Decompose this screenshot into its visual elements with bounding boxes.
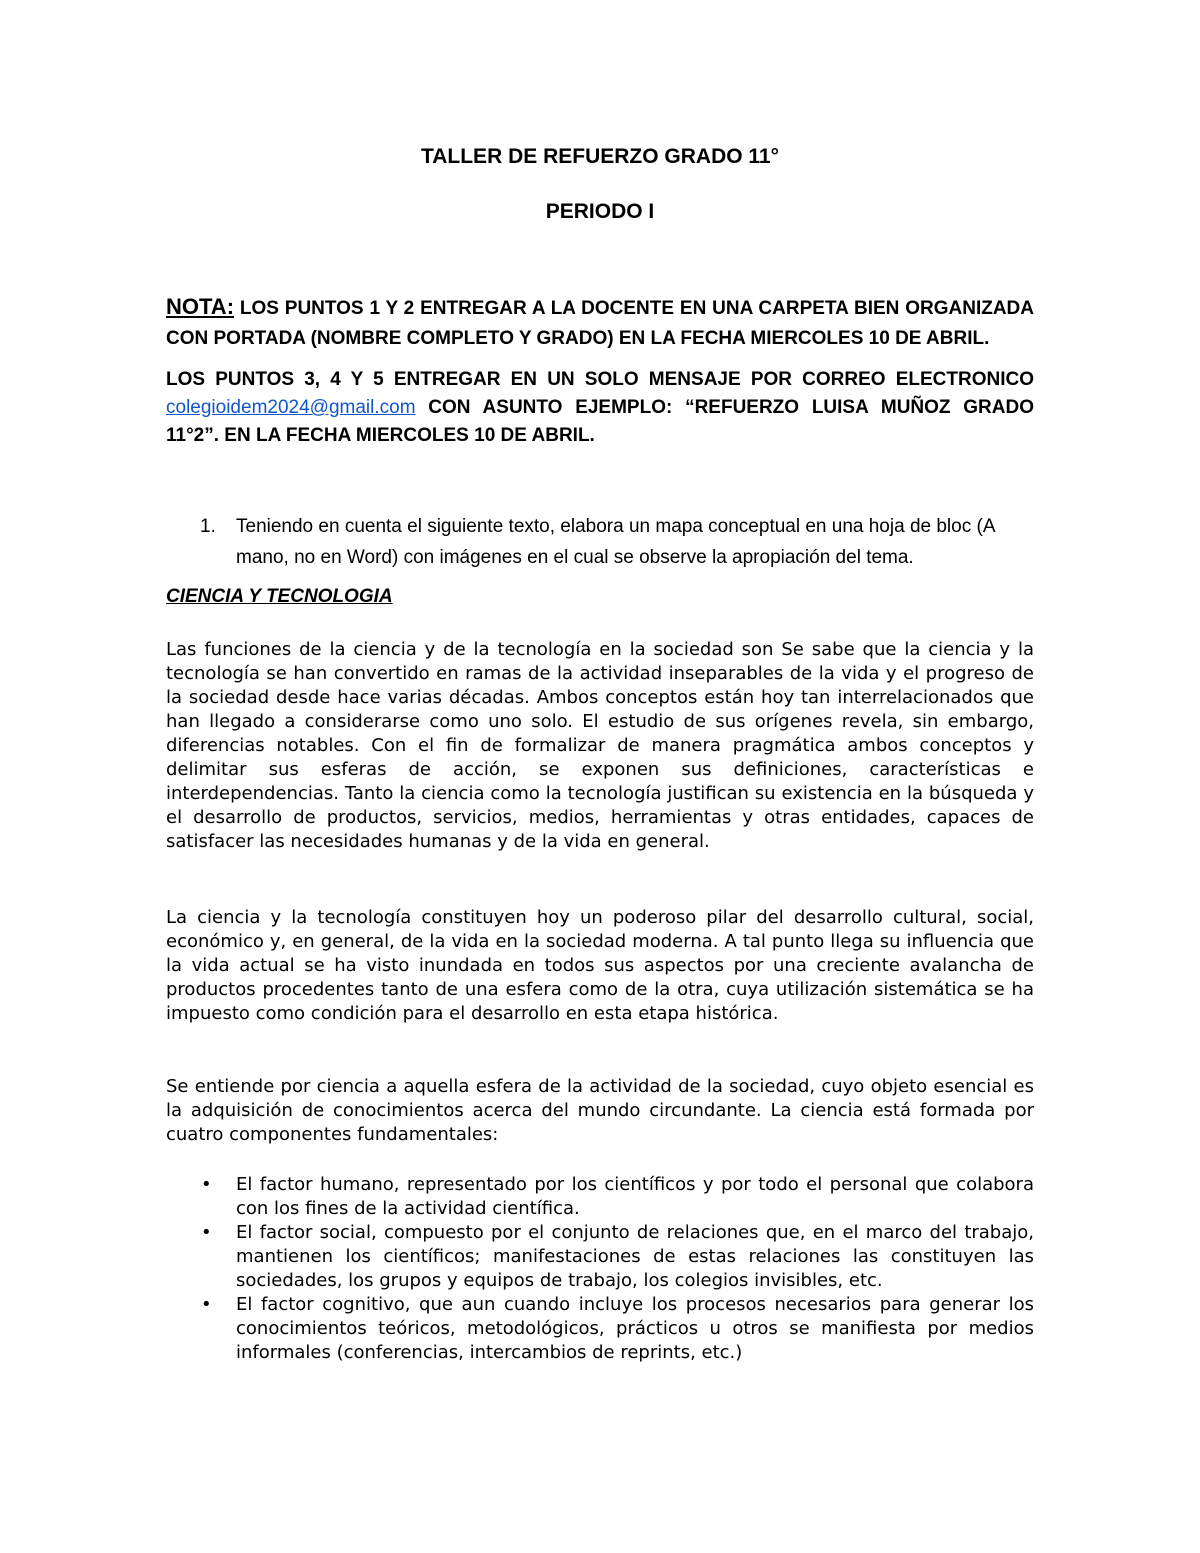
list-item-text: El factor social, compuesto por el conjunto de relaciones que, en el marco del trabajo, mantienen los científicos; manifestaciones de estas relaciones las constituyen las sociedades, los grupos y equipos de trabajo, los colegios invisibles, etc. xyxy=(236,1222,1034,1291)
list-item xyxy=(166,1293,1034,1365)
paragraph-1: Las funciones de la ciencia y de la tecnología en la sociedad son Se sabe que la ciencia y la tecnología se han convertido en ramas de la actividad inseparables de la vida y el progreso de la sociedad desde hace varias décadas. Ambos conceptos están hoy tan interrelacionados que han llegado a considerarse como uno solo. El estudio de sus orígenes revela, sin embargo, diferencias notables. Con el fin de formalizar de manera pragmática ambos conceptos y delimitar sus esferas de acción, se exponen sus definiciones, características e interdependencias. Tanto la ciencia como la tecnología justifican su existencia en la búsqueda y el desarrollo de productos, servicios, medios, herramientas y otras entidades, capaces de satisfacer las necesidades humanas y de la vida en general. xyxy=(166,639,1034,852)
paragraph-3: Se entiende por ciencia a aquella esfera de la actividad de la sociedad, cuyo objeto esencial es la adquisición de conocimientos acerca del mundo circundante. La ciencia está formada por cuatro componentes fundamentales: xyxy=(166,1076,1034,1145)
task-item xyxy=(166,511,1034,573)
bullet-icon: • xyxy=(201,1222,212,1243)
nota-text: LOS PUNTOS 1 Y 2 ENTREGAR A LA DOCENTE EN UNA CARPETA BIEN ORGANIZADA CON PORTADA (NOMBRE COMPLETO Y GRADO) EN LA FECHA MIERCOLES 10 DE ABRIL. xyxy=(166,298,1034,349)
list-item xyxy=(166,1173,1034,1221)
puntos-paragraph xyxy=(166,366,1034,450)
document-subtitle: PERIODO I xyxy=(545,200,655,223)
components-list xyxy=(166,1173,1034,1365)
list-item-text: El factor humano, representado por los científicos y por todo el personal que colabora con los fines de la actividad científica. xyxy=(236,1174,1034,1219)
task-text: Teniendo en cuenta el siguiente texto, elabora un mapa conceptual en una hoja de bloc (A mano, no en Word) con imágenes en el cual se observe la apropiación del tema. xyxy=(236,516,995,568)
puntos-text-after: CON ASUNTO EJEMPLO: “REFUERZO LUISA MUÑOZ GRADO 11°2”. EN LA FECHA MIERCOLES 10 DE ABRIL. xyxy=(166,397,1034,446)
puntos-text-before: LOS PUNTOS 3, 4 Y 5 ENTREGAR EN UN SOLO MENSAJE POR CORREO ELECTRONICO xyxy=(166,369,1034,390)
section-title: CIENCIA Y TECNOLOGIA xyxy=(166,586,393,607)
email-link[interactable]: colegioidem2024@gmail.com xyxy=(166,397,416,418)
document-title: TALLER DE REFUERZO GRADO 11° xyxy=(420,145,780,168)
list-item xyxy=(166,1221,1034,1293)
bullet-icon: • xyxy=(201,1174,212,1195)
paragraph-2: La ciencia y la tecnología constituyen hoy un poderoso pilar del desarrollo cultural, social, económico y, en general, de la vida en la sociedad moderna. A tal punto llega su influencia que la vida actual se ha visto inundada en todos sus aspectos por una creciente avalancha de productos procedentes tanto de una esfera como de la otra, cuya utilización sistemática se ha impuesto como condición para el desarrollo en esta etapa histórica. xyxy=(166,907,1034,1024)
nota-paragraph xyxy=(166,292,1034,354)
nota-label: NOTA: xyxy=(166,294,235,319)
list-item-text: El factor cognitivo, que aun cuando incluye los procesos necesarios para generar los conocimientos teóricos, metodológicos, prácticos u otros se manifiesta por medios informales (conferencias, intercambios de reprints, etc.) xyxy=(236,1294,1034,1363)
task-number: 1. xyxy=(200,516,216,537)
bullet-icon: • xyxy=(201,1294,212,1315)
